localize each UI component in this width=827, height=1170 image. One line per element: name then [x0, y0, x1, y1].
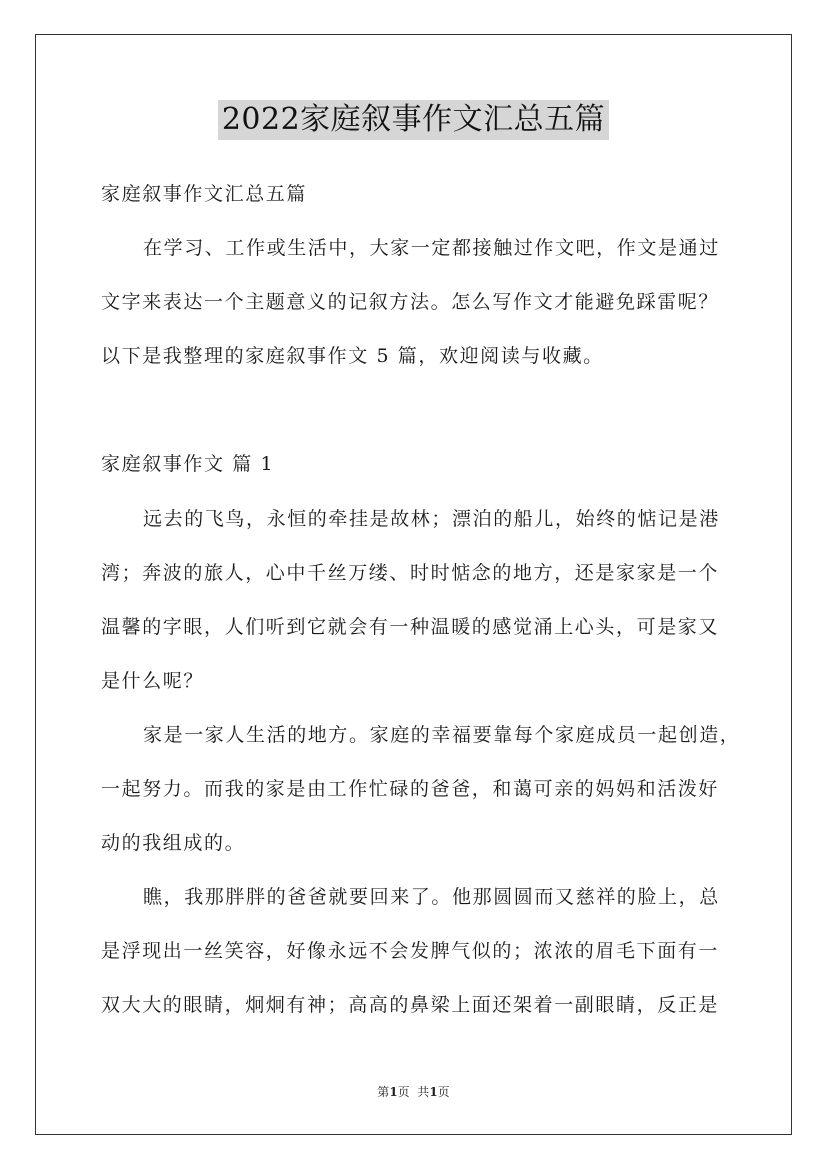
footer-page-current: 1	[389, 1085, 398, 1099]
section-heading: 家庭叙事作文 篇 1	[101, 453, 275, 475]
footer-prefix: 第	[377, 1085, 390, 1099]
paragraph-line: 一起努力。而我的家是由工作忙碌的爸爸，和蔼可亲的妈妈和活泼好	[101, 778, 720, 800]
paragraph-line: 湾；奔波的旅人，心中千丝万缕、时时惦念的地方，还是家家是一个	[101, 562, 720, 584]
paragraph-line: 是浮现出一丝笑容，好像永远不会发脾气似的；浓浓的眉毛下面有一	[101, 940, 720, 962]
paragraph-line: 远去的飞鸟，永恒的牵挂是故林；漂泊的船儿，始终的惦记是港	[143, 508, 720, 530]
footer-page-total: 1	[429, 1085, 438, 1099]
paragraph-line: 瞧，我那胖胖的爸爸就要回来了。他那圆圆而又慈祥的脸上，总	[143, 886, 720, 908]
paragraph-line: 双大大的眼睛，炯炯有神；高高的鼻梁上面还架着一副眼睛，反正是	[101, 994, 720, 1016]
paragraph-line: 温馨的字眼，人们听到它就会有一种温暖的感觉涌上心头，可是家又	[101, 616, 720, 638]
footer-mid: 页 共	[397, 1085, 430, 1099]
paragraph-line: 动的我组成的。	[101, 832, 246, 854]
intro-line: 在学习、工作或生活中，大家一定都接触过作文吧，作文是通过	[143, 237, 720, 259]
page-footer	[0, 1084, 827, 1100]
intro-line: 以下是我整理的家庭叙事作文 5 篇，欢迎阅读与收藏。	[101, 345, 604, 367]
footer-suffix: 页	[437, 1085, 450, 1099]
document-subtitle: 家庭叙事作文汇总五篇	[101, 183, 308, 205]
intro-line: 文字来表达一个主题意义的记叙方法。怎么写作文才能避免踩雷呢？	[101, 291, 720, 313]
paragraph-line: 家是一家人生活的地方。家庭的幸福要靠每个家庭成员一起创造，	[143, 724, 741, 746]
title-container	[0, 100, 827, 140]
document-title: 2022家庭叙事作文汇总五篇	[218, 100, 609, 140]
paragraph-line: 是什么呢？	[101, 670, 205, 692]
